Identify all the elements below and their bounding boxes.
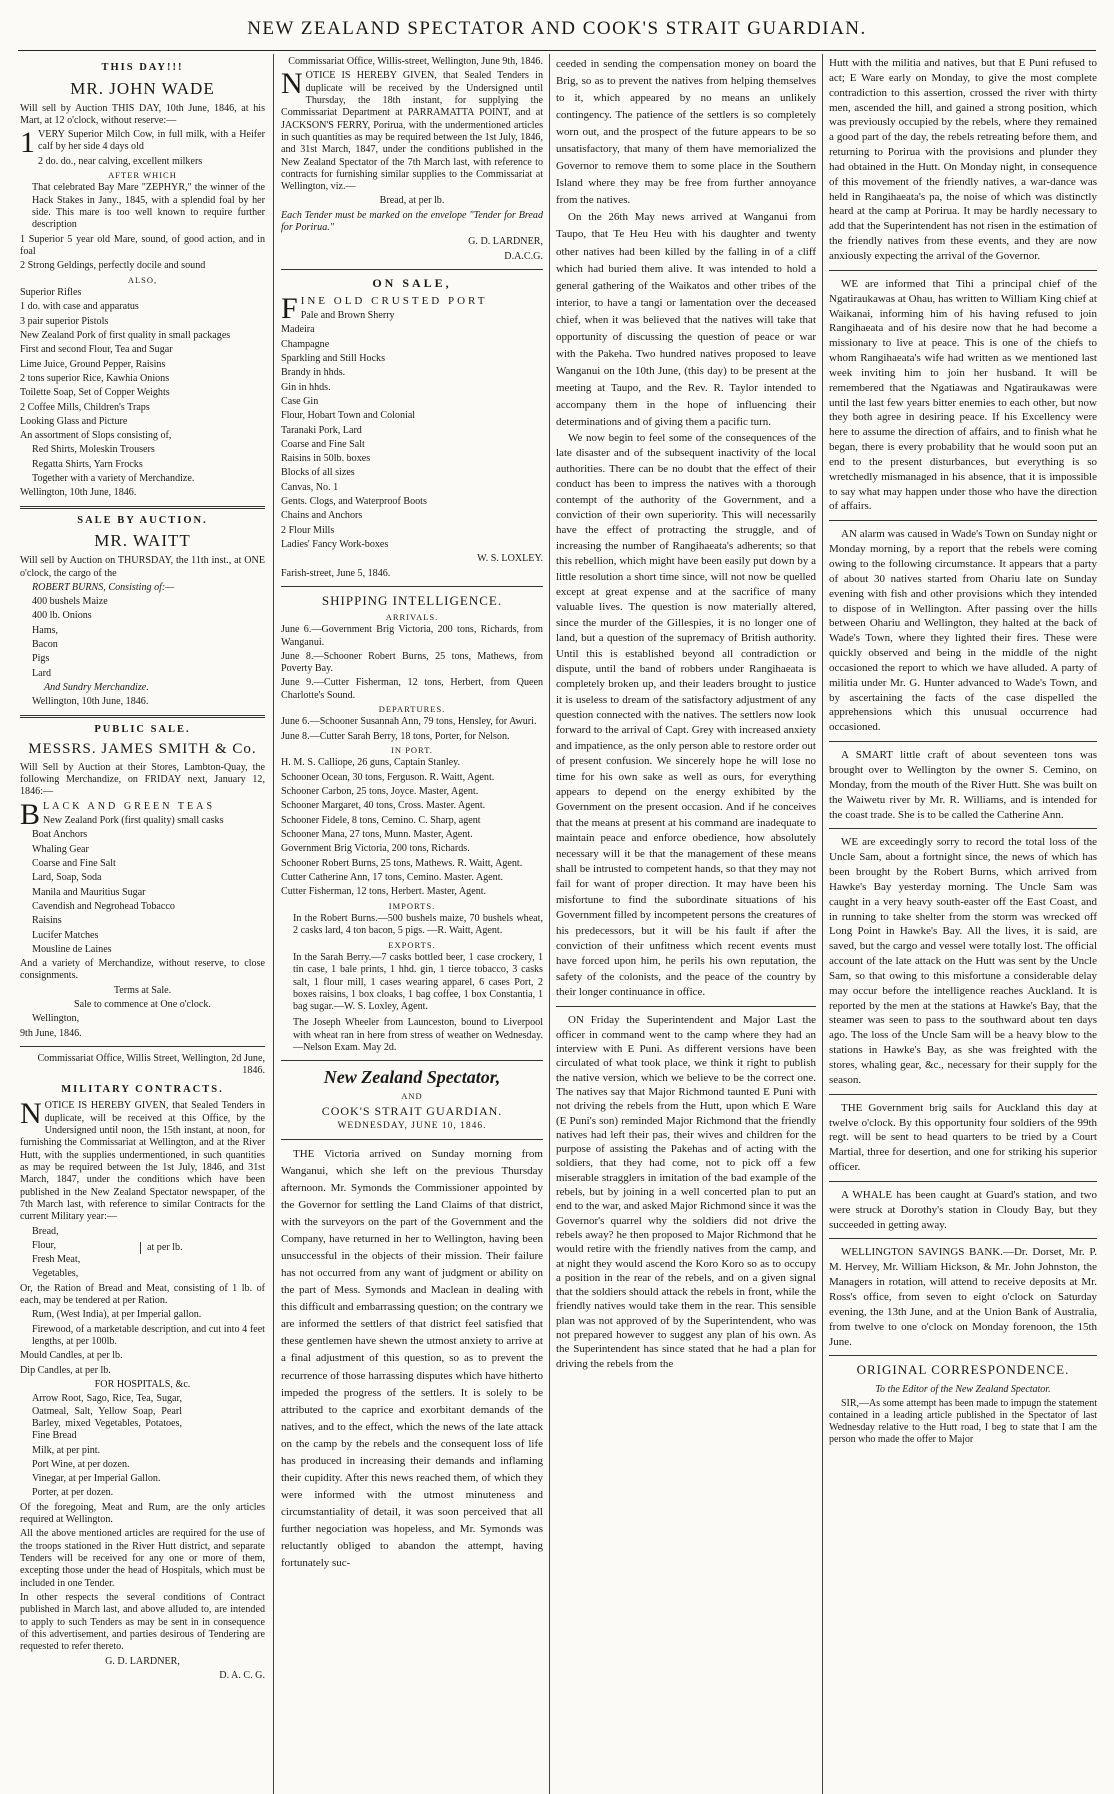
ad-text: And Sundry Merchandize. <box>44 682 149 694</box>
ad-item: Pale and Brown Sherry <box>300 310 395 322</box>
drop-cap: N <box>281 67 303 101</box>
ad-item: Madeira <box>281 324 315 336</box>
ad-text: Will Sell by Auction at their Stores, Lambton-Quay, the following Merchandize, on FRIDAY next, January 12, 1846:— <box>20 761 265 798</box>
ad-item: Canvas, No. 1 <box>281 481 339 493</box>
divider <box>20 1046 265 1047</box>
ad-text: Vinegar, at per Imperial Gallon. <box>32 1473 161 1485</box>
paper-date: WEDNESDAY, JUNE 10, 1846. <box>337 1121 487 1132</box>
ad-text: Rum, (West India), at per Imperial gallon. <box>32 1309 202 1321</box>
divider <box>829 1355 1097 1356</box>
ad-text: Porter, at per dozen. <box>32 1487 114 1499</box>
ad-item: Red Shirts, Moleskin Trousers <box>32 444 155 456</box>
ad-item: 3 pair superior Pistols <box>20 315 109 327</box>
article-paragraph: A WHALE has been caught at Guard's station, and two were struck at Dorothy's station in Cloudy Bay, but they succeeded in getting away. <box>829 1188 1097 1231</box>
article-paragraph: ceeded in sending the compensation money on board the Brig, so as to prevent the natives from helping themselves to it, which appeared by no means an unlikely contingency. The patience of the settlers is so completely worn out, and the prospect of the future appears to be so unsatisfactory, that many of them have memorialized the Governor to remove them to some place in the Southern Island where they may be free from further annoyance from the natives. <box>556 58 816 207</box>
ad-item: Hams, <box>32 624 59 636</box>
ad-text: NOTICE IS HEREBY GIVEN, that Sealed Tenders in duplicate will be received by the Undersigned until Thursday, the 18th instant, for supplying the Commissariat Department at PARRAMATTA POINT, and at JACKSON'S FERRY, Porirua, with the undermentioned articles in such quantities as may be required between the 1st July, 1846, and 31st March, 1847, under the conditions published in the New Zealand Spectator of the 7th March last, with reference to contracts for furnishing similar supplies to the Commissariat at Wellington, viz.— <box>281 67 543 193</box>
office-dateline: Commissariat Office, Willis Street, Wellington, 2d June, 1846. <box>37 1053 265 1077</box>
article-paragraph: WE are informed that Tihi a principal chief of the Ngatiraukawas at Ohau, has written to William King chief at Waikanai, informing him of his having refused to join Rangihaeata and of his desire now that he had become a missionary to live at peace. This is one of the chiefs to whom Rangihaeata's wife had written as we mentioned last week inviting him to join her husband. It will be remembered that the Ngatiawas and Ngatiraukawas were until the last few years bitter enemies to each other, but now they both agree in desiring peace. If his Excellency were here to assume the direction of affairs, and to finish what he began, there is every probability that he would soon put an end to the present disturbances, but everything is so wretchedly mismanaged in his absence, that it is impossible to say what may happen under those who have the direction of affairs. <box>829 277 1097 513</box>
ad-item: First and second Flour, Tea and Sugar <box>20 344 173 356</box>
shipping-entry: Cutter Catherine Ann, 17 tons, Cemino. Master. Agent. <box>281 871 504 883</box>
divider <box>281 586 543 587</box>
divider <box>829 1094 1097 1095</box>
ad-item: Chains and Anchors <box>281 510 363 522</box>
article-paragraph: WELLINGTON SAVINGS BANK.—Dr. Dorset, Mr. P. M. Hervey, Mr. William Hickson, & Mr. John Johnston, the Managers in rotation, will attend to receive deposits at Mr. Ross's office, from seven to eight o'clock on Saturday evening, the 13th June, and at the Union Bank of Australia, from twelve to one o'clock on Monday forenoon, the 15th June. <box>829 1246 1097 1348</box>
ad-heading: SALE BY AUCTION. <box>77 514 208 526</box>
divider <box>20 506 265 509</box>
paper-and: AND <box>401 1091 423 1102</box>
ad-text: Each Tender must be marked on the envelope "Tender for Bread for Porirua." <box>281 209 543 234</box>
shipping-list <box>281 757 543 898</box>
shipping-entry: H. M. S. Calliope, 26 guns, Captain Stanley. <box>281 757 461 769</box>
divider <box>281 1060 543 1061</box>
masthead-rule <box>18 50 1096 51</box>
ad-item: Regatta Shirts, Yarn Frocks <box>32 458 143 470</box>
auctioneer-name: MR. WAITT <box>94 531 191 551</box>
ad-subheading: DEPARTURES. <box>378 704 446 715</box>
ad-subheading: AFTER WHICH <box>108 170 177 181</box>
auctioneer-name: MR. JOHN WADE <box>70 78 215 98</box>
divider <box>20 715 265 718</box>
ad-text: The Joseph Wheeler from Launceston, bound to Liverpool with wheat ran in here from stress of weather on Wednesday.—Nelson Exam. May 2d. <box>293 1017 543 1054</box>
ad-item: Gents. Clogs, and Waterproof Boots <box>281 496 427 508</box>
leading-article <box>281 1146 543 1572</box>
shipping-entry: June 6.—Schooner Susannah Ann, 79 tons, Hensley, for Awuri. <box>281 716 537 728</box>
ad-item: Coarse and Fine Salt <box>32 857 116 869</box>
ad-item: 2 Flour Mills <box>281 524 335 536</box>
ad-text: Or, the Ration of Bread and Meat, consisting of 1 lb. of each, may be tendered at per Ration. <box>20 1282 265 1307</box>
divider <box>281 269 543 270</box>
ad-item: Ladies' Fancy Work-boxes <box>281 539 389 551</box>
section-heading: SHIPPING INTELLIGENCE. <box>321 592 503 608</box>
ad-subheading: FOR HOSPITALS, &c. <box>94 1378 191 1390</box>
shipping-entry: Schooner Mana, 27 tons, Munn. Master, Agent. <box>281 828 473 840</box>
ad-item: Lard, Soap, Soda <box>32 872 102 884</box>
article-paragraph: AN alarm was caused in Wade's Town on Sunday night or Monday morning, by a report that the rebels were coming owing to the following circumstance. It appears that a party of about 30 natives started from Ohariu late on Sunday evening with fish and other provisions which they intended to dispose of in Wellington. After passing over the hills between Ohariu and Wellington, they halted at the back of Wade's Town, where they lighted their fires. These were quickly observed and being in the middle of the night occasioned the report to which we have alluded. A party of militia under Mr. G. Hunter advanced to Wade's Town, and by ascertaining the facts of the case dispelled the apprehensions which this unusual occurrence had occasioned. <box>829 528 1097 734</box>
ad-item: Flour, <box>32 1239 56 1251</box>
column-rule <box>549 54 550 1794</box>
ad-text: In other respects the several conditions of Contract published in March last, and above alluded to, are intended to apply to such Tenders as may be sent in in consequence of this advertisement, and parties desirous of Tendering are requested to refer thereto. <box>20 1591 265 1653</box>
article-paragraph: ON Friday the Superintendent and Major Last the officer in command went to the camp where they had an interview with E Puni. As different versions have been circulated of what took place, we think it right to publish the native version, which we believe to be the correct one. The natives say that Major Richmond taunted E Puni with not driving the rebels from the Hutt, upon which E Ware (E Puni's son) reminded Major Richmond that the friendly natives had left their pas, their wives and children for the purpose of assisting the Pakehas and of acting with the soldiers, that they had come, not to pick off a few miserable stragglers in imitation of the bad example of the rebels, but by joining in a well concerted plan to put an end to the war, and asked Major Richmond since it was the Governor's quarrel why the soldiers did not drive the rebels away? he then proposed to Major Richmond that he would retire with the friendly natives from the camp, and at night they would ascend the Koro Koro so as to occupy a position in the rear of the rebels, and on a given signal that the soldiers should attack the rebels in front, while the friendly natives would take them in the rear. This sensible plan was not approved of by the Superintendent, who was not prepared however to suggest any plan of his own. As the Superintendent has since stated that he had a plan for driving the rebels from the <box>556 1014 816 1370</box>
shipping-list <box>281 624 543 702</box>
ad-item: Raisins in 50lb. boxes <box>281 453 371 465</box>
auctioneer-name: MESSRS. JAMES SMITH & Co. <box>28 741 257 758</box>
ad-text: Milk, at per pint. <box>32 1444 101 1456</box>
ad-item: Toilette Soap, Set of Copper Weights <box>20 387 170 399</box>
ad-item: Flour, Hobart Town and Colonial <box>281 410 416 422</box>
ad-item: 400 bushels Maize <box>32 596 108 608</box>
shipping-list <box>281 716 543 743</box>
letter-text: SIR,—As some attempt has been made to impugn the statement contained in a leading article published in the Spectator of last Wednesday relative to the Hutt road, I beg to state that I am the person who made the offer to Major <box>829 1397 1097 1445</box>
ad-item: Cavendish and Negrohead Tobacco <box>32 900 175 912</box>
ad-item: Case Gin <box>281 395 319 407</box>
ad-heading: MILITARY CONTRACTS. <box>61 1083 224 1095</box>
ad-item: Bread, <box>32 1225 59 1237</box>
ad-text: And a variety of Merchandize, without reserve, to close consignments. <box>20 958 265 982</box>
column-rule <box>822 54 823 1794</box>
section-heading: ORIGINAL CORRESPONDENCE. <box>856 1362 1070 1378</box>
ad-item: New Zealand Pork (first quality) small casks <box>43 815 224 826</box>
signature: D. A. C. G. <box>219 1669 265 1681</box>
ad-text: Will sell by Auction on THURSDAY, the 11th inst., at ONE o'clock, the cargo of the <box>20 555 265 579</box>
shipping-entry: Schooner Margaret, 40 tons, Cross. Master. Agent. <box>281 800 486 812</box>
ad-text: Sale to commence at One o'clock. <box>74 999 211 1011</box>
ad-item: 400 lb. Onions <box>32 610 92 622</box>
ad-item: Sparkling and Still Hocks <box>281 352 386 364</box>
article-paragraph: THE Government brig sails for Auckland this day at twelve o'clock. By this opportunity four soldiers of the 99th regt. will be sent to head quarters to be tried by a Court Martial, three for desertion, and one for striking his superior officer. <box>829 1101 1097 1174</box>
ad-text: NOTICE IS HEREBY GIVEN, that Sealed Tenders in duplicate, will be received at this Office, by the Undersigned until noon, the 15th instant, at noon, for furnishing the Commissariat at Wellington, and at the River Hutt, with the supplies undermentioned, in such quantities as may be required between the 1st July, 1846, and 31st March, 1847, under the conditions which have been published in the New Zealand Spectator newspaper, of the 7th March last, with reference to similar Contracts for the current Military year:— <box>20 1097 265 1223</box>
shipping-entry: Government Brig Victoria, 200 tons, Richards. <box>281 843 470 855</box>
ad-item: 2 Coffee Mills, Children's Traps <box>20 401 150 413</box>
article-paragraph: WE are exceedingly sorry to record the total loss of the Uncle Sam, about a fortnight since, the news of which has been brought by the Robert Burns, which arrived from Hawke's Bay yesterday morning. The Uncle Sam was caught in a very heavy south-easter off the East Coast, and in running to take shelter from the storm was wrecked off Long Point in Hawke's Bay. All the lives, it is said, are saved, but the cargo and vessel were totally lost. The official account of the late attack on the Hutt was sent by the Uncle Sam, so that owing to this misfortune a considerable delay may occur before the intelligence reaches Auckland. It is reported by the men at the stations at Hawke's Bay, that the steamer was seen to pass to the southward about ten days ago. The loss of the Uncle Sam will be a heavy blow to the stations in Hawke's Bay, as she was freighted with the stores, whaling gear, &c., necessary for their supply for the season. <box>829 836 1097 1086</box>
ad-item: Looking Glass and Picture <box>20 415 128 427</box>
article-paragraph: On the 26th May news arrived at Wanganui from Taupo, that Te Heu Heu with his daughter and twenty other natives had been killed by the falling in of a cliff which had buried them alive. It was intended to hold a general gathering of the Waikatos and other tribes of the interior, to have a tangi or lamentation over the deceased chief, when it was believed that the natives will take that opportunity of discussing the question of peace or war with the Pakeha. Two hundred natives proposed to leave Wanganui on the 10th June, (this day) to be present at the meeting at Taupo, and the Rev. R. Taylor intended to accompany them in the hope of influencing their determinations and of giving them a pacific turn. <box>556 211 816 428</box>
signature: W. S. LOXLEY. <box>477 553 543 565</box>
ad-item: Superior Rifles <box>20 287 82 298</box>
ad-text: ROBERT BURNS, Consisting of:— <box>32 581 175 593</box>
ad-subheading: IN PORT. <box>391 745 433 756</box>
divider <box>829 520 1097 521</box>
shipping-entry: Schooner Carbon, 25 tons, Joyce. Master, Agent. <box>281 786 479 798</box>
ad-item-list <box>20 815 265 956</box>
shipping-entry: Schooner Robert Burns, 25 tons, Mathews. R. Waitt, Agent. <box>281 857 523 869</box>
shipping-entry: June 8.—Cutter Sarah Berry, 18 tons, Porter, for Nelson. <box>281 730 510 742</box>
ad-item: 2 do. do., near calving, excellent milkers <box>38 155 203 167</box>
ad-text: That celebrated Bay Mare "ZEPHYR," the winner of the Hack Stakes in Jany., 1845, with a splendid foal by her side. This mare is too well known to require further description <box>32 182 265 231</box>
ad-text: Will sell by Auction THIS DAY, 10th June, 1846, at his Mart, at 12 o'clock, without reserve:— <box>20 102 265 126</box>
ad-item: Lard <box>32 667 52 679</box>
signature: G. D. LARDNER, <box>105 1655 180 1667</box>
shipping-entry: June 8.—Schooner Robert Burns, 25 tons, Mathews, from Poverty Bay. <box>281 650 543 675</box>
ad-subheading: ARRIVALS. <box>385 611 439 622</box>
ad-subheading: ALSO, <box>127 274 158 285</box>
ad-item: Boat Anchors <box>32 829 88 841</box>
shipping-entry: Schooner Ocean, 30 tons, Ferguson. R. Waitt, Agent. <box>281 771 495 783</box>
paper-title: New Zealand Spectator, <box>323 1067 501 1088</box>
ad-item: Manila and Mauritius Sugar <box>32 886 146 898</box>
ad-item: Bacon <box>32 639 58 651</box>
divider <box>829 828 1097 829</box>
ad-item: Lime Juice, Ground Pepper, Raisins <box>20 358 166 370</box>
ad-text: Mould Candles, at per lb. <box>20 1350 123 1362</box>
article-paragraph: We now begin to feel some of the consequences of the late disaster and of the subsequent inactivity of the local authorities. There can be no doubt that the effect of their conduct has been to impress the natives with a thorough contempt of the authority of the Government, and a conviction of their own superiority. This will necessarily have the effect of protracting the struggle, and of increasing the number of Rangihaeata's adherents; so that this rebellion, which might have been easily put down by a little resolution a short time since, will not now be quelled except at great expense and at the sacrifice of many valuable lives. The question is now materially altered, since the murder of the Gillespies, it is no longer one of land, but a question of the supremacy of British authority. Until this is established beyond all contradiction or dispute, until the band of robbers under Rangihaeata is completely broken up, and their leaders brought to justice it is useless to dream of the satisfactory adjustment of any question connected with the natives. The settlers now look forward to the arrival of Capt. Grey with increased anxiety and impatience, as the only person able to restore order out of present confusion. We sincerely hope he will lose no time for his own sake as well as ours, for everything appears to depend on the energy exhibited by the Government on the present occasion. And if he conceives that the means at present at his command are inadequate to maintain peace and enforce obedience, how absolutely necessary will it be that the management of these means shall be intrusted to competent hands, so that they may not fail for want of proper direction. It may have been his misfortune to find the subordinate situations of his Government filled by incompetent persons the creatures of his predecessors, but it will be his fault if after the conviction of their unfitness which recent events must have forced upon him, he perils his own reputation, the safety of the colonists, and the peace of the country by their longer continuance in office. <box>556 432 816 999</box>
ad-item: New Zealand Pork of first quality in small packages <box>20 329 231 341</box>
letter-address: To the Editor of the New Zealand Spectator. <box>875 1384 1051 1396</box>
ad-heading: THIS DAY!!! <box>101 62 184 73</box>
ad-item-list <box>281 310 543 551</box>
ad-item-list <box>20 287 265 428</box>
office-dateline: Commissariat Office, Willis-street, Wellington, June 9th, 1846. <box>288 56 543 67</box>
signature: D.A.C.G. <box>504 250 543 262</box>
ad-item: Mousline de Laines <box>32 943 112 955</box>
ad-subheading: EXPORTS. <box>388 939 436 950</box>
divider <box>281 1139 543 1140</box>
article-paragraph: THE Victoria arrived on Sunday morning from Wanganui, which she left on the previous Thursday afternoon. Mr. Symonds the Commissioner appointed by the Governor for settling the Land Claims of that district, with the surveyors on the part of the Government and the Company, have returned in her to Wellington, having been unsuccessful in the objects of their mission. Their failure has not occurred from any want of judgment or ability on the part of Mess. Symonds and Maclean in dealing with this difficult and embarrassing question; on the contrary we are informed the settlers of that district feel satisfied that these gentlemen have shewn the utmost anxiety to arrive at a final adjustment of this question, so as to prevent the recurrence of those harrassing disputes which have hitherto impeded the progress of the settlers. It is solely to be attributed to the caprice and exorbitant demands of the natives, and to the effect, which the news of the late attack on the camp by the rebels and the consequent loss of life has produced in increasing their demands and inflaming their cupidity. After this news reached them, of which they were informed with the utmost minuteness and circumstantiality of detail, it was soon perceived that all further negociation was hopeless, and Mr. Symonds was reluctantly obliged to abandon the attempt, having fortunately suc- <box>281 1147 543 1570</box>
ad-item: Whaling Gear <box>32 843 89 855</box>
ad-text: Of the foregoing, Meat and Rum, are the only articles required at Wellington. <box>20 1501 265 1526</box>
divider <box>829 270 1097 271</box>
ad-item: Pigs <box>32 653 50 665</box>
ad-heading: ON SALE, <box>372 276 452 290</box>
article-paragraph: A SMART little craft of about seventeen tons was brought over to Wellington by the owner S. Cemino, on Monday, from the mouth of the River Hutt. She was built on the Waiwetu river by Mr. R. Williams, and is intended for the coast trade. She is to be called the Catherine Ann. <box>829 749 1097 821</box>
ad-item: 1 Superior 5 year old Mare, sound, of good action, and in foal <box>20 233 265 258</box>
ad-item: 1 do. with case and apparatus <box>20 301 139 313</box>
ad-text: In the Sarah Berry.—7 casks bottled beer, 1 case crockery, 1 tin case, 1 bale prints, 1 hhd. gin, 1 tierce tobacco, 3 casks salt, 1 flour mill, 1 cases wearing apparel, 6 cases Port, 2 boxes raisins, 1 box cloaks, 1 bag coffee, 1 box Constantia, 1 bag sugar.—W. S. Loxley, Agent. <box>293 951 543 1013</box>
ad-item: Brandy in hhds. <box>281 367 346 379</box>
drop-cap: 1 <box>20 126 35 160</box>
ad-subheading: IMPORTS. <box>388 900 436 911</box>
column-1 <box>20 56 265 1788</box>
ad-item: 2 Strong Geldings, perfectly docile and sound <box>20 260 206 272</box>
column-4 <box>829 56 1097 1788</box>
ad-item: Vegetables, <box>32 1268 79 1280</box>
divider <box>829 741 1097 742</box>
ad-date: Wellington, 10th June, 1846. <box>20 487 137 499</box>
ad-text: Terms at Sale. <box>113 984 172 996</box>
signature: G. D. LARDNER, <box>468 236 543 248</box>
at-per-lb: at per lb. <box>140 1242 183 1254</box>
ad-text: An assortment of Slops consisting of, <box>20 430 172 442</box>
ad-item: 1 VERY Superior Milch Cow, in full milk, with a Heifer calf by her side 4 days old <box>20 126 265 160</box>
ad-item-list <box>20 596 265 680</box>
shipping-entry: Cutter Fisherman, 12 tons, Herbert. Master, Agent. <box>281 886 487 898</box>
divider <box>556 1006 816 1007</box>
ad-item: Fresh Meat, <box>32 1254 81 1266</box>
ad-date: Wellington, 10th June, 1846. <box>32 696 149 708</box>
ad-text: Port Wine, at per dozen. <box>32 1458 130 1470</box>
drop-cap: F <box>281 291 298 325</box>
ad-item: BLACK AND GREEN TEAS <box>20 797 216 831</box>
ad-heading: PUBLIC SALE. <box>94 723 191 735</box>
ad-item: Gin in hhds. <box>281 381 331 393</box>
ad-text: Together with a variety of Merchandize. <box>32 473 195 485</box>
drop-cap: B <box>20 797 41 831</box>
ad-item: Coarse and Fine Salt <box>281 438 365 450</box>
divider <box>829 1238 1097 1239</box>
ad-item: 2 tons superior Rice, Kawhia Onions <box>20 372 170 384</box>
ad-text: Wellington, <box>32 1013 80 1025</box>
drop-cap: N <box>20 1097 42 1131</box>
ad-item: Lucifer Matches <box>32 929 99 941</box>
ad-date: Farish-street, June 5, 1846. <box>281 567 391 579</box>
column-2 <box>281 56 543 1788</box>
divider <box>829 1181 1097 1182</box>
ad-text: In the Robert Burns.—500 bushels maize, 70 bushels wheat, 2 casks lard, 4 ton bacon, 5 pigs. —R. Waitt, Agent. <box>293 912 543 937</box>
ad-text: Dip Candles, at per lb. <box>20 1364 111 1376</box>
masthead: NEW ZEALAND SPECTATOR AND COOK'S STRAIT GUARDIAN. <box>247 18 867 39</box>
ad-item: FINE OLD CRUSTED PORT <box>281 291 488 325</box>
shipping-entry: June 6.—Government Brig Victoria, 200 tons, Richards, from Wanganui. <box>281 624 543 648</box>
shipping-entry: Schooner Fidele, 8 tons, Cemino. C. Sharp, agent <box>281 814 481 826</box>
column-3 <box>556 56 816 1788</box>
ad-item: Taranaki Pork, Lard <box>281 424 362 436</box>
ad-item: Champagne <box>281 338 330 350</box>
ad-text: Bread, at per lb. <box>379 195 445 207</box>
ad-item: Blocks of all sizes <box>281 467 355 479</box>
ad-text: All the above mentioned articles are required for the use of the troops stationed in the River Hutt district, and separate Tenders will be received for any one or more of them, excepting those under the head of Hospitals, which must be included in one Tender. <box>20 1528 265 1589</box>
paper-subtitle: COOK'S STRAIT GUARDIAN. <box>321 1103 503 1118</box>
ad-date: 9th June, 1846. <box>20 1027 82 1039</box>
article-paragraph: Hutt with the militia and natives, but that E Puni refused to act; E Ware early on Monday, to give the most complete contradiction to this assertion, crossed the river with thirty men, ascended the hill, and gained a strong position, which was previously occupied by the rebels, where they remained a good part of the day, the rebels retreating before them, and returning to Porirua with the provisions and plunder they had obtained in the Hutt. On Monday night, in consequence of this movement of the friendly natives, a war-dance was held in Rangihaeata's pa, the noise of which was distinctly heard at the camp at Porirua. It may be hardly necessary to add that the Superintendent has not risen in the estimation of the friendly natives from these events, and they are now anxiously expecting the arrival of the Governor. <box>829 57 1097 262</box>
ad-item: Raisins <box>32 915 62 927</box>
ad-text: Arrow Root, Sago, Rice, Tea, Sugar, Oatmeal, Salt, Yellow Soap, Pearl Barley, mixed Vegetables, Potatoes, Fine Bread <box>32 1393 182 1442</box>
shipping-entry: June 9.—Cutter Fisherman, 12 tons, Herbert, from Queen Charlotte's Sound. <box>281 677 543 701</box>
bread-group <box>20 1226 265 1281</box>
ad-text: Firewood, of a marketable description, and cut into 4 feet lengths, at per 100lb. <box>32 1323 265 1348</box>
column-rule <box>273 54 274 1794</box>
